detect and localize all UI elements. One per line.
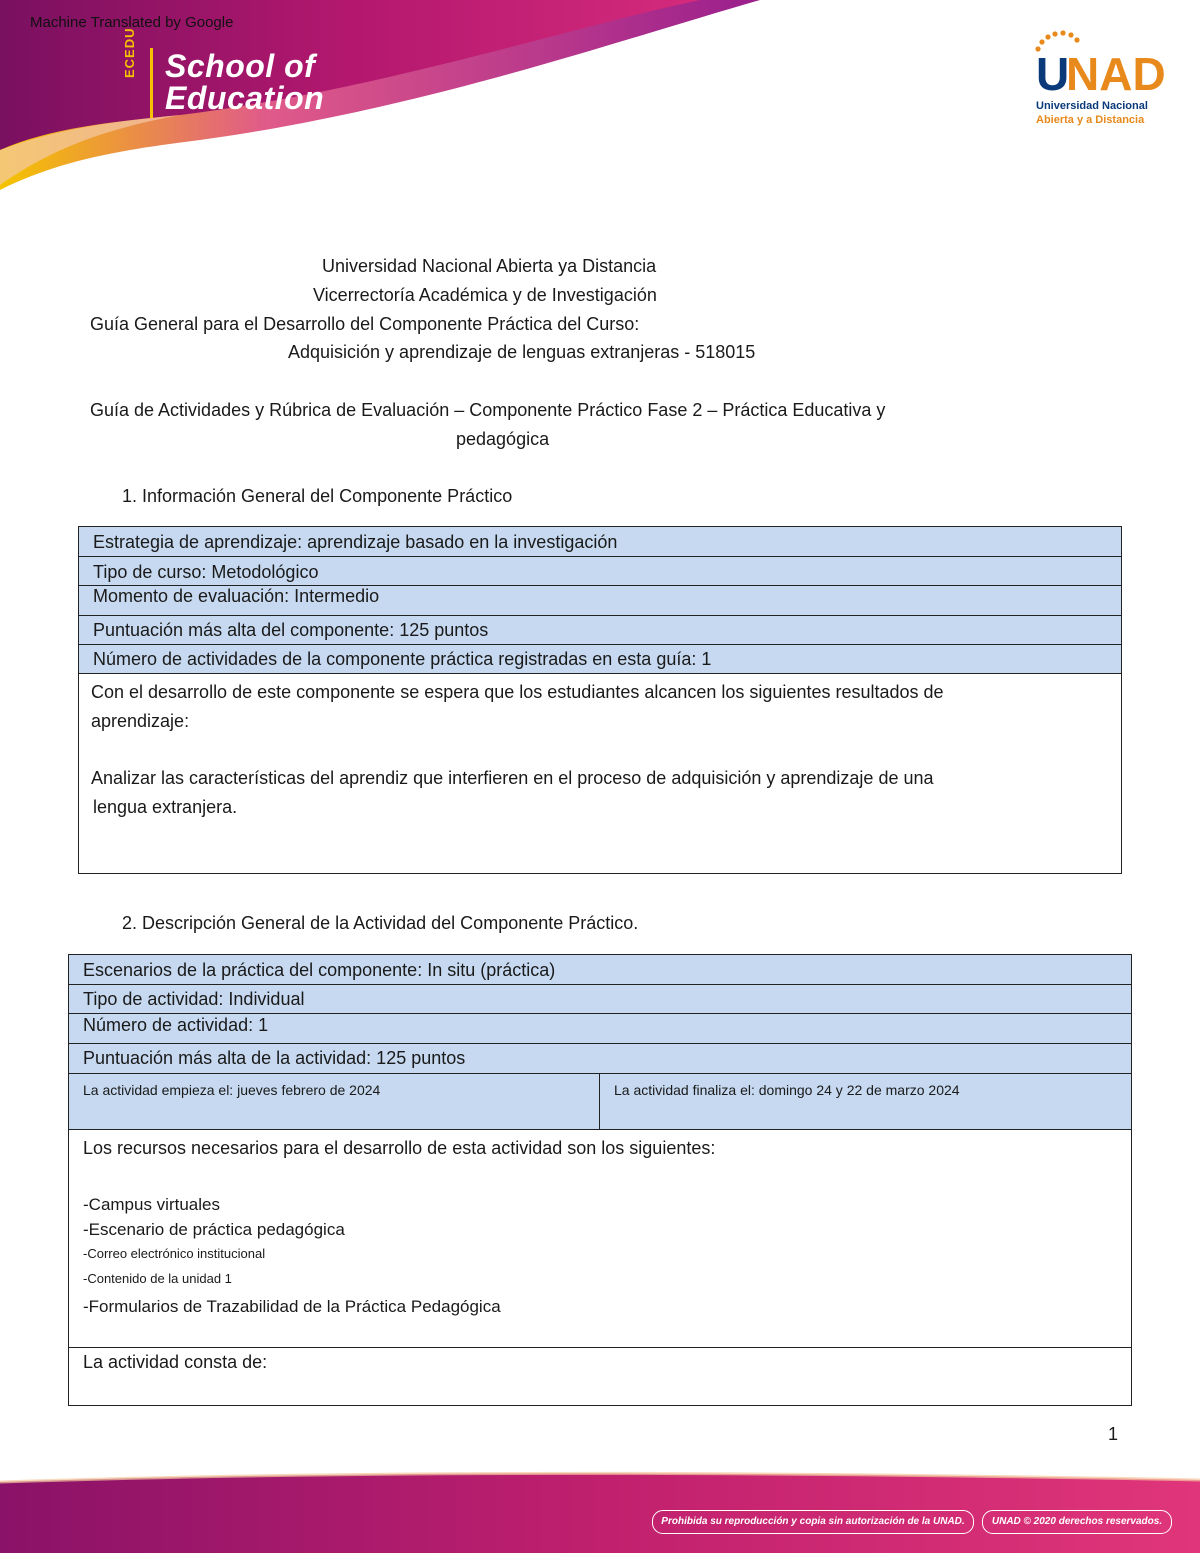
footer-notice: Prohibida su reproducción y copia sin autorización de la UNAD. xyxy=(652,1510,974,1534)
university-name: Universidad Nacional Abierta ya Distancia xyxy=(322,256,657,276)
activity-description-table xyxy=(68,954,1132,1406)
general-info-table xyxy=(78,526,1122,874)
activity-start-date: La actividad empieza el: jueves febrero de 2024 xyxy=(69,1074,600,1130)
list-item: -Campus virtuales xyxy=(83,1195,220,1214)
table-row: Estrategia de aprendizaje: aprendizaje basado en la investigación xyxy=(79,527,1122,557)
activity-consists-cell: La actividad consta de: xyxy=(69,1348,1132,1406)
table-row: Número de actividades de la componente práctica registradas en esta guía: 1 xyxy=(79,645,1122,674)
course-name: Adquisición y aprendizaje de lenguas extranjeras - 518015 xyxy=(288,342,756,362)
machine-translation-label: Machine Translated by Google xyxy=(30,14,234,31)
unad-logo-nad: NAD xyxy=(1066,48,1166,100)
activity-end-date: La actividad finaliza el: domingo 24 y 22 de marzo 2024 xyxy=(600,1074,1132,1130)
resources-intro: Los recursos necesarios para el desarrollo de esta actividad son los siguientes: xyxy=(83,1138,716,1158)
unad-subtitle-1: Universidad Nacional xyxy=(1036,100,1148,112)
guide-title: Guía General para el Desarrollo del Componente Práctica del Curso: xyxy=(90,314,640,334)
section-2-heading: 2. Descripción General de la Actividad del Componente Práctico. xyxy=(122,913,639,933)
section-1-heading: 1. Información General del Componente Práctico xyxy=(122,486,513,506)
list-item: -Escenario de práctica pedagógica xyxy=(83,1220,345,1239)
outcome-intro: Con el desarrollo de este componente se espera que los estudiantes alcancen los siguientes resultados de xyxy=(91,682,944,702)
unad-subtitle-2: Abierta y a Distancia xyxy=(1036,114,1145,126)
table-row: Tipo de curso: Metodológico xyxy=(79,557,1122,586)
vice-rectory: Vicerrectoría Académica y de Investigación xyxy=(313,285,657,305)
table-row: Tipo de actividad: Individual xyxy=(69,985,1132,1014)
learning-outcome: Analizar las características del aprendiz que interfieren en el proceso de adquisición y aprendizaje de una xyxy=(91,768,934,788)
table-row: Momento de evaluación: Intermedio xyxy=(79,586,1122,616)
page-number: 1 xyxy=(1108,1424,1119,1444)
activity-guide-title: Guía de Actividades y Rúbrica de Evaluación – Componente Práctico Fase 2 – Práctica Educativa y xyxy=(90,400,886,420)
outcome-intro-cont: aprendizaje: xyxy=(91,711,190,731)
table-row: Puntuación más alta de la actividad: 125 puntos xyxy=(69,1044,1132,1074)
table-row: Número de actividad: 1 xyxy=(69,1014,1132,1044)
resources-cell xyxy=(69,1130,1132,1348)
unad-logo-u: U xyxy=(1036,48,1070,100)
brand-education: Education xyxy=(165,80,325,116)
list-item: -Correo electrónico institucional xyxy=(83,1246,266,1261)
table-row: Puntuación más alta del componente: 125 puntos xyxy=(79,616,1122,645)
footer-copyright: UNAD © 2020 derechos reservados. xyxy=(982,1510,1172,1534)
list-item: -Contenido de la unidad 1 xyxy=(83,1271,232,1286)
learning-outcomes-cell xyxy=(79,674,1122,874)
table-row: Escenarios de la práctica del componente: In situ (práctica) xyxy=(69,955,1132,985)
list-item: -Formularios de Trazabilidad de la Práctica Pedagógica xyxy=(83,1297,501,1316)
ecedu-tag: ECEDU xyxy=(122,27,137,78)
brand-school-of: School of xyxy=(165,48,316,84)
learning-outcome-cont: lengua extranjera. xyxy=(93,797,238,817)
activity-guide-title-cont: pedagógica xyxy=(456,429,550,449)
